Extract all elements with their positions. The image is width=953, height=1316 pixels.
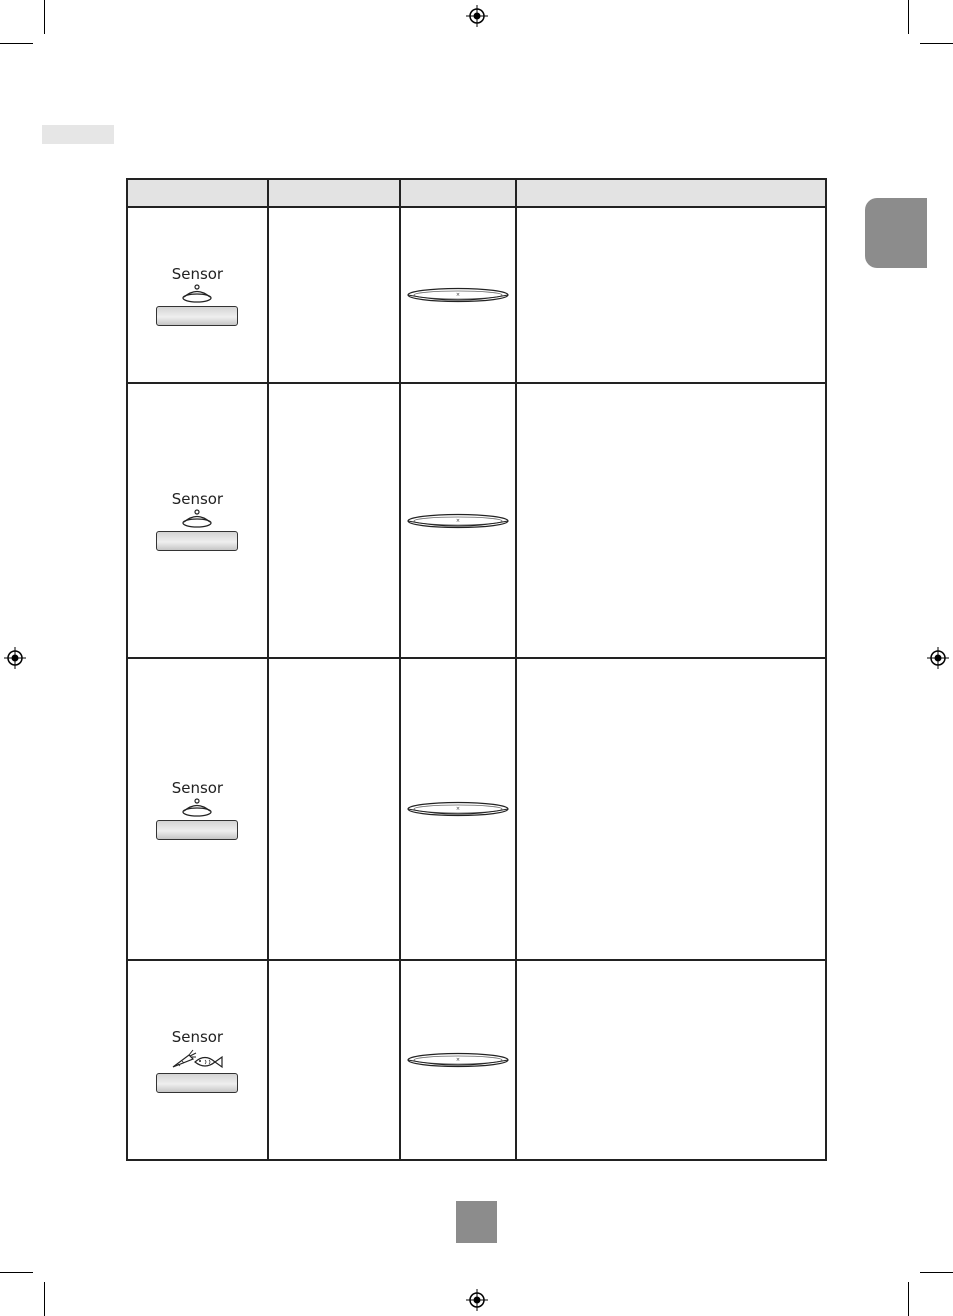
header-cell [516,179,826,207]
registration-mark-icon [4,647,26,669]
page-number-box [456,1201,497,1243]
crop-mark [44,0,45,34]
table-cell [516,658,826,960]
sensor-button-graphic [128,779,267,840]
button-cell [127,383,268,658]
crop-mark [908,1282,909,1316]
sensor-key-button [156,306,238,326]
header-cell [127,179,268,207]
svg-text:×: × [455,806,460,812]
sensor-key-button [156,1073,238,1093]
table-cell [268,207,400,383]
covered-dish-icon [180,798,214,818]
vegetable-fish-icon [169,1047,225,1071]
glass-tray-icon [406,286,510,304]
table-row [127,383,826,658]
sensor-button-label: Sensor [171,778,224,797]
sensor-button-label: Sensor [171,490,224,508]
language-side-tab [865,198,927,268]
sensor-key-button [156,820,238,840]
accessory-cell [400,960,517,1160]
crop-mark [0,43,33,44]
sensor-button-graphic [128,265,267,326]
table-cell [268,383,400,658]
svg-text:×: × [455,1057,460,1063]
table-row [127,207,826,383]
accessory-cell [400,207,517,383]
table-cell [516,207,826,383]
registration-mark-icon [466,1289,488,1311]
button-cell [127,207,268,383]
crop-mark [44,1282,45,1316]
table-cell [268,658,400,960]
table-cell [516,383,826,658]
sensor-key-button [156,531,238,551]
sensor-button-graphic [128,490,267,551]
sensor-button-graphic [128,1028,267,1093]
covered-dish-icon [180,509,214,529]
crop-mark [908,0,909,34]
crop-mark [920,1272,953,1273]
covered-dish-icon [180,284,214,304]
sensor-button-label: Sensor [171,1027,224,1046]
table-cell [268,960,400,1160]
glass-tray-icon [406,1051,510,1069]
header-cell [400,179,517,207]
sensor-button-label: Sensor [171,264,224,283]
table-cell [516,960,826,1160]
button-cell [127,960,268,1160]
button-cell [127,658,268,960]
section-header-bar [42,125,114,144]
crop-mark [0,1272,33,1273]
header-cell [268,179,400,207]
svg-text:×: × [455,517,460,524]
table-row [127,658,826,960]
glass-tray-icon [406,800,510,818]
glass-tray-icon [406,512,510,530]
accessory-cell [400,658,517,960]
accessory-cell [400,383,517,658]
registration-mark-icon [466,5,488,27]
sensor-program-table [126,178,827,1161]
registration-mark-icon [927,647,949,669]
crop-mark [920,43,953,44]
table-header-row [127,179,826,207]
svg-text:×: × [455,292,460,298]
table-row [127,960,826,1160]
